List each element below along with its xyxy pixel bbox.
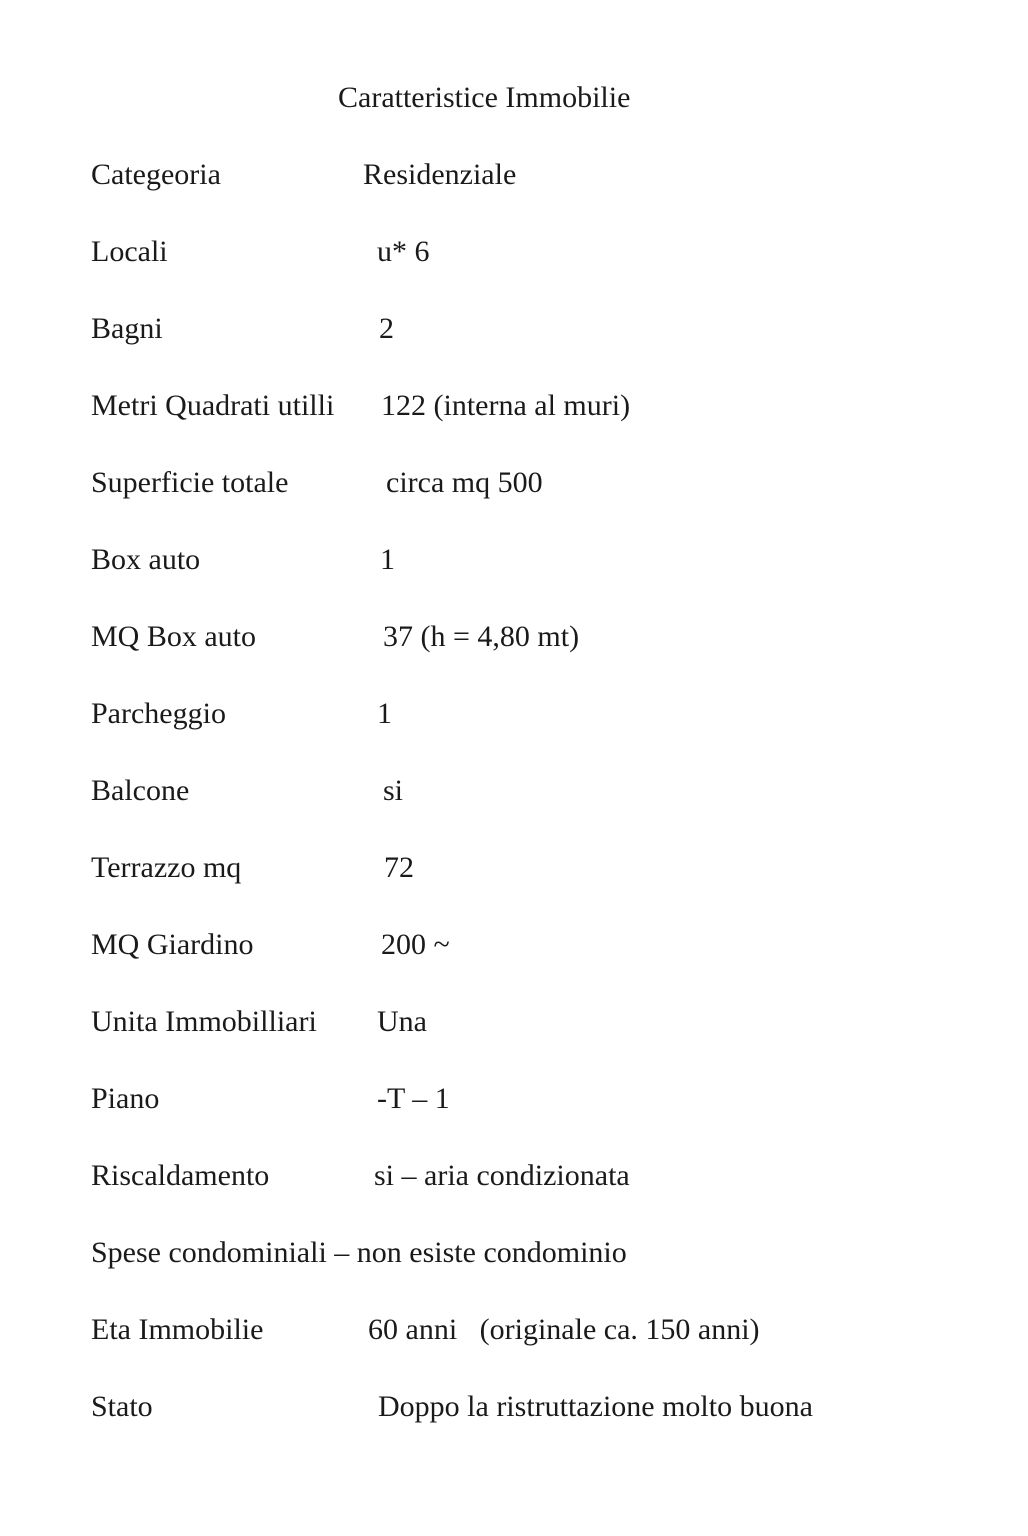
row-label: Riscaldamento [91,1159,270,1192]
row-value: Residenziale [363,158,517,191]
row-eta-immobilie [0,1310,1028,1350]
row-label: Balcone [91,774,190,807]
row-value: si – aria condizionata [374,1159,630,1192]
row-value: 2 [379,312,394,345]
row-riscaldamento [0,1156,1028,1196]
row-superficie [0,463,1028,503]
row-value: 37 (h = 4,80 mt) [383,620,580,653]
document-title: Caratteristice Immobilie [338,81,631,114]
row-label: Categeoria [91,158,221,191]
row-metri-quadrati [0,386,1028,426]
row-label: Parcheggio [91,697,226,730]
row-value: Doppo la ristruttazione molto buona [378,1390,813,1423]
row-mq-giardino [0,925,1028,965]
row-text: Spese condominiali – non esiste condominio [91,1236,627,1269]
row-box-auto [0,540,1028,580]
row-bagni [0,309,1028,349]
row-value: u* 6 [377,235,430,268]
row-label: Superficie totale [91,466,289,499]
row-label: Bagni [91,312,163,345]
row-locali [0,232,1028,272]
row-label: Terrazzo mq [91,851,242,884]
row-label: Box auto [91,543,201,576]
row-value: circa mq 500 [386,466,543,499]
row-unita-immobilliari [0,1002,1028,1042]
row-value: -T – 1 [377,1082,450,1115]
row-value: 1 [377,697,392,730]
row-categoria [0,155,1028,195]
row-label: Piano [91,1082,160,1115]
row-label: MQ Box auto [91,620,256,653]
row-terrazzo [0,848,1028,888]
row-parcheggio [0,694,1028,734]
row-value: 72 [384,851,414,884]
row-mq-box-auto [0,617,1028,657]
row-value: si [383,774,404,807]
row-stato [0,1387,1028,1427]
row-label: Stato [91,1390,153,1423]
row-value: 122 (interna al muri) [381,389,631,422]
row-value: 200 ~ [381,928,450,961]
row-spese-condominiali [0,1233,1028,1273]
row-label: Metri Quadrati utilli [91,389,335,422]
row-balcone [0,771,1028,811]
row-label: Unita Immobilliari [91,1005,317,1038]
row-value: 1 [380,543,395,576]
row-value: Una [377,1005,427,1038]
row-label: Eta Immobilie [91,1313,264,1346]
row-value: 60 anni (originale ca. 150 anni) [368,1313,760,1346]
row-label: Locali [91,235,168,268]
row-label: MQ Giardino [91,928,254,961]
row-piano [0,1079,1028,1119]
